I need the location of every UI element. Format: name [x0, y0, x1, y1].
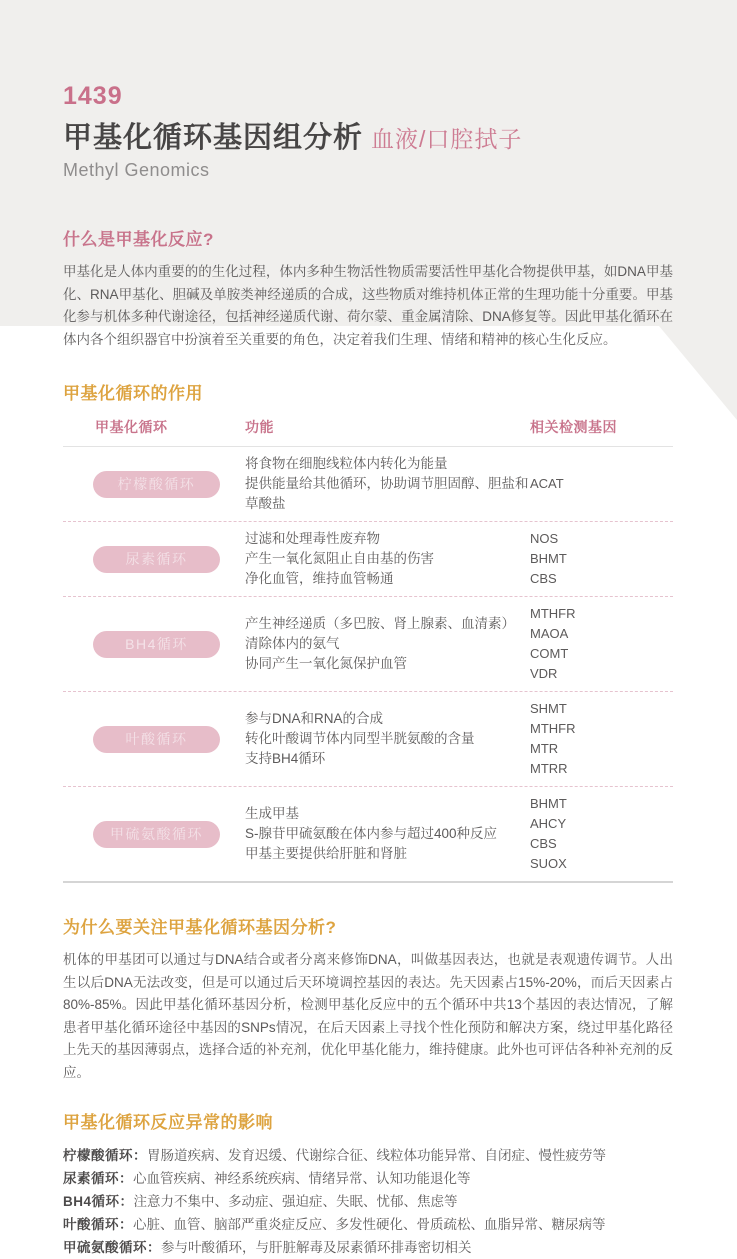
column-header-function: 功能 [245, 419, 274, 436]
effects-item-label: BH4循环： [63, 1194, 134, 1210]
effects-item-label: 叶酸循环： [63, 1217, 133, 1233]
gene-name: BHMT [530, 796, 567, 812]
table-row-bh4-cycle [63, 597, 673, 692]
effects-item-label: 甲硫氨酸循环： [63, 1240, 161, 1256]
column-header-cycle: 甲基化循环 [95, 419, 168, 436]
cycle-pill-badge: 叶酸循环 [93, 726, 220, 753]
function-line: 将食物在细胞线粒体内转化为能量 [245, 456, 448, 472]
gene-name: MTR [530, 741, 559, 757]
page-header [63, 82, 673, 181]
table-row-urea-cycle [63, 522, 673, 597]
product-code: 1439 [63, 82, 123, 110]
gene-name: MTRR [530, 761, 568, 777]
function-line: 甲基主要提供给肝脏和肾脏 [245, 846, 407, 862]
gene-name: VDR [530, 666, 558, 682]
gene-name: COMT [530, 646, 569, 662]
function-cell [245, 529, 530, 589]
effects-item [63, 1236, 673, 1259]
effects-item-text: 胃肠道疾病、发育迟缓、代谢综合征、线粒体功能异常、自闭症、慢性疲劳等 [147, 1148, 606, 1164]
gene-name: MAOA [530, 626, 569, 642]
effects-item-text: 参与叶酸循环，与肝脏解毒及尿素循环排毒密切相关 [161, 1240, 472, 1256]
gene-name: CBS [530, 836, 557, 852]
effects-item [63, 1144, 673, 1167]
gene-name: BHMT [530, 551, 567, 567]
effects-item [63, 1190, 673, 1213]
page-subtitle-english: Methyl Genomics [63, 160, 210, 181]
cycle-pill-badge: BH4循环 [93, 631, 220, 658]
function-cell [245, 454, 530, 514]
effects-list [63, 1144, 673, 1259]
gene-name: ACAT [530, 476, 564, 492]
gene-name: SHMT [530, 701, 567, 717]
genes-cell [530, 604, 673, 684]
table-row-folate-cycle [63, 692, 673, 787]
section-cycle-roles [63, 379, 673, 883]
function-line: 参与DNA和RNA的合成 [245, 711, 384, 727]
effects-item [63, 1167, 673, 1190]
section-heading-roles: 甲基化循环的作用 [63, 384, 203, 404]
section-heading-what: 什么是甲基化反应? [63, 230, 214, 250]
section-heading-why: 为什么要关注甲基化循环基因分析? [63, 918, 337, 938]
function-cell [245, 804, 530, 864]
function-line: 生成甲基 [245, 806, 299, 822]
section-what-is-methylation [63, 225, 673, 351]
function-cell [245, 614, 530, 674]
section-heading-effects: 甲基化循环反应异常的影响 [63, 1113, 273, 1133]
table-header-row [63, 417, 673, 447]
function-line: 支持BH4循环 [245, 751, 326, 767]
gene-name: MTHFR [530, 606, 576, 622]
cycle-pill-badge: 甲硫氨酸循环 [93, 821, 220, 848]
page-title-row [63, 120, 673, 156]
gene-name: CBS [530, 571, 557, 587]
effects-item-label: 柠檬酸循环： [63, 1148, 147, 1164]
genes-cell [530, 529, 673, 589]
gene-name: NOS [530, 531, 559, 547]
effects-item [63, 1213, 673, 1236]
cycle-pill-badge: 尿素循环 [93, 546, 220, 573]
section-body-what: 甲基化是人体内重要的的生化过程，体内多种生物活性物质需要活性甲基化合物提供甲基，如DNA甲基化、RNA甲基化、胆碱及单胺类神经递质的合成，这些物质对维持机体正常的生理功能十分重要。甲基化参与机体多种代谢途径，包括神经递质代谢、荷尔蒙、重金属清除、DNA修复等。因此甲基化循环在体内各个组织器官中扮演着至关重要的角色，决定着我们生理、情绪和精神的核心生化反应。 [63, 264, 673, 347]
table-row-citrate-cycle [63, 447, 673, 522]
gene-name: MTHFR [530, 721, 576, 737]
function-line: S-腺苷甲硫氨酸在体内参与超过400种反应 [245, 826, 498, 842]
function-line: 清除体内的氨气 [245, 636, 340, 652]
genes-cell [530, 699, 673, 779]
section-body-why: 机体的甲基团可以通过与DNA结合或者分离来修饰DNA，叫做基因表达，也就是表观遗传调节。人出生以后DNA无法改变，但是可以通过后天环境调控基因的表达。先天因素占15%-20%，而后天因素占80%-85%。因此甲基化循环基因分析，检测甲基化反应中的五个循环中共13个基因的表达情况，了解患者甲基化循环途径中基因的SNPs情况，在后天因素上寻找个性化预防和解决方案，绕过甲基化路径上先天的基因薄弱点，选择合适的补充剂，优化甲基化能力，维持健康。此外也可评估各种补充剂的反应。 [63, 952, 673, 1080]
function-line: 协同产生一氧化氮保护血管 [245, 656, 407, 672]
genes-cell [530, 474, 673, 494]
function-line: 净化血管，维持血管畅通 [245, 571, 394, 587]
cycle-roles-table [63, 417, 673, 883]
table-row-methionine-cycle [63, 787, 673, 881]
effects-item-label: 尿素循环： [63, 1171, 133, 1187]
function-line: 产生一氧化氮阻止自由基的伤害 [245, 551, 434, 567]
function-cell [245, 709, 530, 769]
effects-item-text: 心血管疾病、神经系统疾病、情绪异常、认知功能退化等 [133, 1171, 471, 1187]
cycle-pill-badge: 柠檬酸循环 [93, 471, 220, 498]
function-line: 转化叶酸调节体内同型半胱氨酸的含量 [245, 731, 475, 747]
effects-item-text: 注意力不集中、多动症、强迫症、失眠、忧郁、焦虑等 [133, 1194, 458, 1210]
gene-name: SUOX [530, 856, 567, 872]
section-abnormal-effects [63, 1108, 673, 1259]
page-title: 甲基化循环基因组分析 [63, 122, 364, 154]
function-line: 产生神经递质（多巴胺、肾上腺素、血清素） [245, 616, 515, 632]
genes-cell [530, 794, 673, 874]
column-header-genes: 相关检测基因 [530, 419, 617, 436]
sample-type-tag: 血液/口腔拭子 [371, 126, 523, 152]
effects-item-text: 心脏、血管、脑部严重炎症反应、多发性硬化、骨质疏松、血脂异常、糖尿病等 [133, 1217, 606, 1233]
function-line: 提供能量给其他循环，协助调节胆固醇、胆盐和草酸盐 [245, 476, 529, 512]
function-line: 过滤和处理毒性废弃物 [245, 531, 380, 547]
gene-name: AHCY [530, 816, 567, 832]
